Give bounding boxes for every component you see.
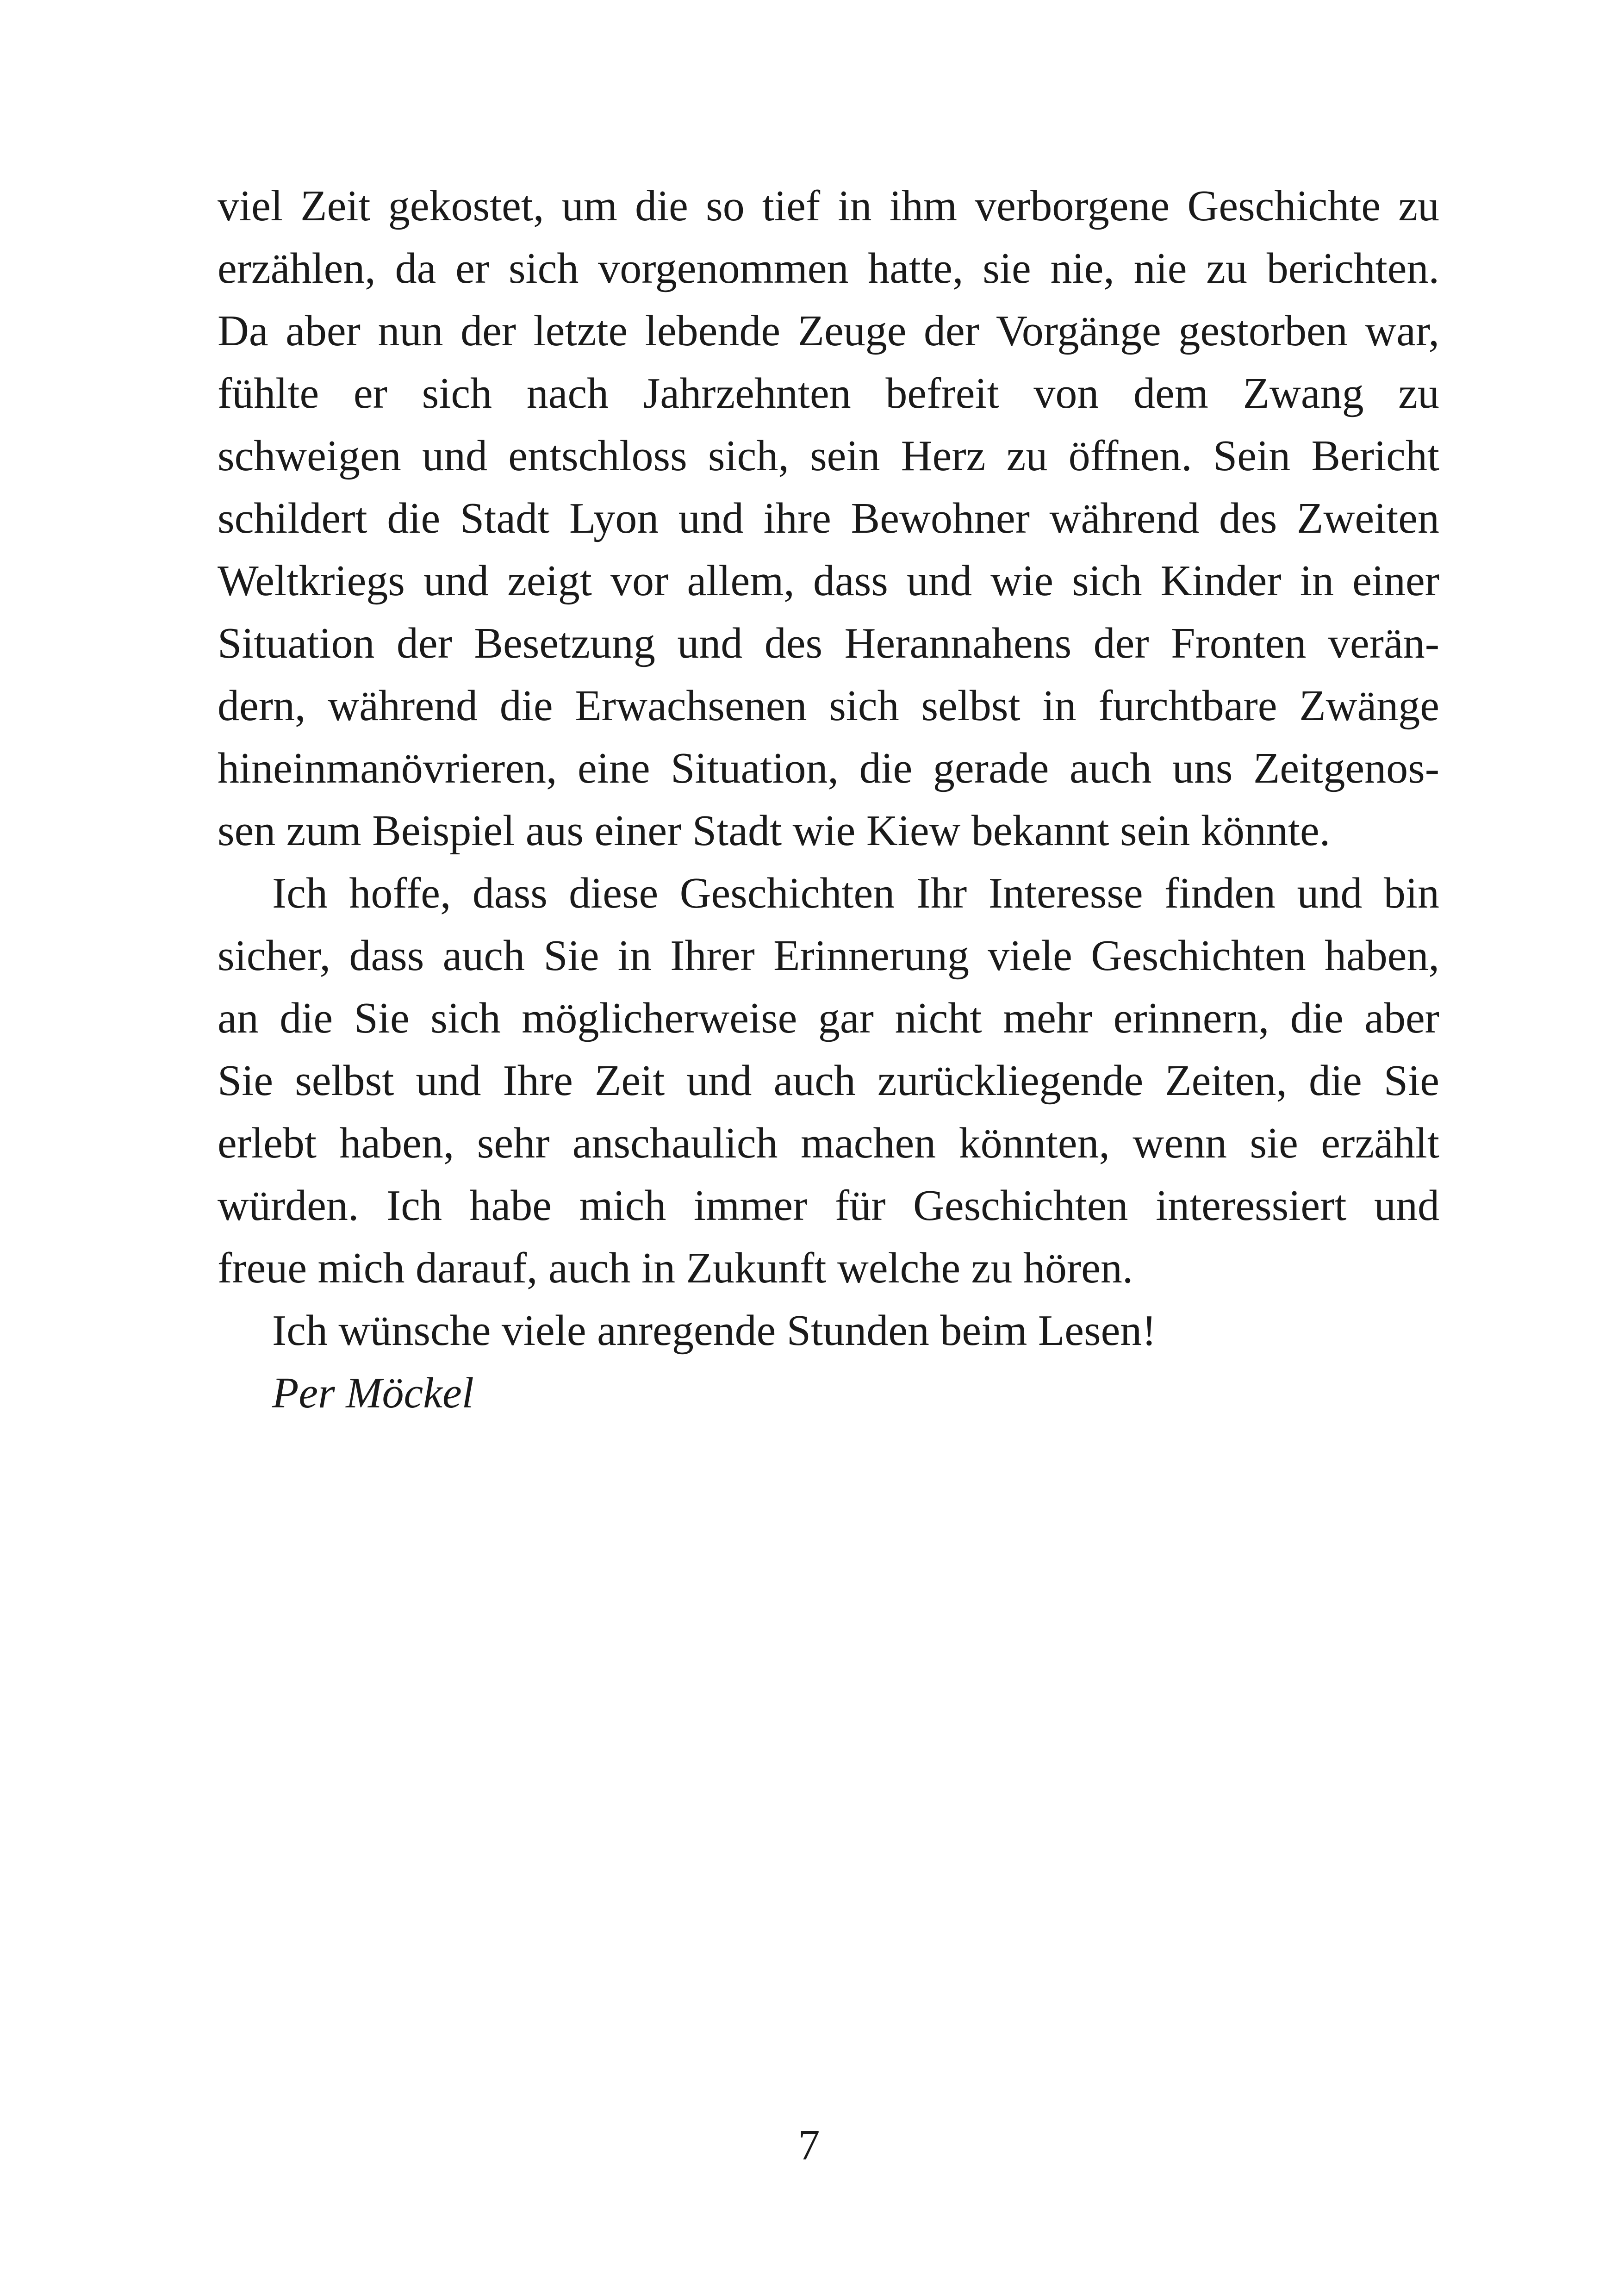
paragraph-2 — [218, 862, 1439, 1300]
paragraph-line: dern, während die Erwachsenen sich selbst in furchtbare Zwänge — [218, 682, 1439, 730]
paragraph-line: sicher, dass auch Sie in Ihrer Erinnerung viele Geschichten haben, — [218, 932, 1439, 980]
paragraph-line: Weltkriegs und zeigt vor allem, dass und wie sich Kinder in einer — [218, 557, 1439, 605]
paragraph-line: erlebt haben, sehr anschaulich machen könnten, wenn sie erzählt — [218, 1119, 1439, 1167]
paragraph-line: viel Zeit gekostet, um die so tief in ihm verborgene Geschichte zu — [218, 182, 1439, 230]
paragraph-line: an die Sie sich möglicherweise gar nicht mehr erinnern, die aber — [218, 994, 1439, 1042]
paragraph-line: hineinmanövrieren, eine Situation, die gerade auch uns Zeitgenos- — [218, 744, 1439, 792]
paragraph-line: Da aber nun der letzte lebende Zeuge der Vorgänge gestorben war, — [218, 307, 1439, 355]
page-number: 7 — [798, 2121, 820, 2169]
paragraph-line: schweigen und entschloss sich, sein Herz zu öffnen. Sein Bericht — [218, 432, 1439, 480]
paragraph-line: erzählen, da er sich vorgenommen hatte, sie nie, nie zu berichten. — [218, 244, 1439, 292]
paragraph-line: schildert die Stadt Lyon und ihre Bewohner während des Zweiten — [218, 494, 1439, 542]
paragraph-line: würden. Ich habe mich immer für Geschichten interessiert und — [218, 1182, 1439, 1230]
paragraph-line: Situation der Besetzung und des Herannahens der Fronten verän- — [218, 619, 1439, 667]
paragraph-1 — [218, 175, 1439, 862]
closing-line: Ich wünsche viele anregende Stunden beim Lesen! — [272, 1307, 1157, 1355]
paragraph-line: Ich hoffe, dass diese Geschichten Ihr Interesse finden und bin — [272, 869, 1439, 917]
paragraph-line: freue mich darauf, auch in Zukunft welche zu hören. — [218, 1244, 1133, 1292]
body-text — [218, 175, 1439, 1425]
paragraph-line: fühlte er sich nach Jahrzehnten befreit von dem Zwang zu — [218, 369, 1439, 417]
paragraph-line: sen zum Beispiel aus einer Stadt wie Kiew bekannt sein könnte. — [218, 807, 1331, 855]
author-signature: Per Möckel — [272, 1369, 474, 1417]
paragraph-line: Sie selbst und Ihre Zeit und auch zurückliegende Zeiten, die Sie — [218, 1057, 1439, 1105]
